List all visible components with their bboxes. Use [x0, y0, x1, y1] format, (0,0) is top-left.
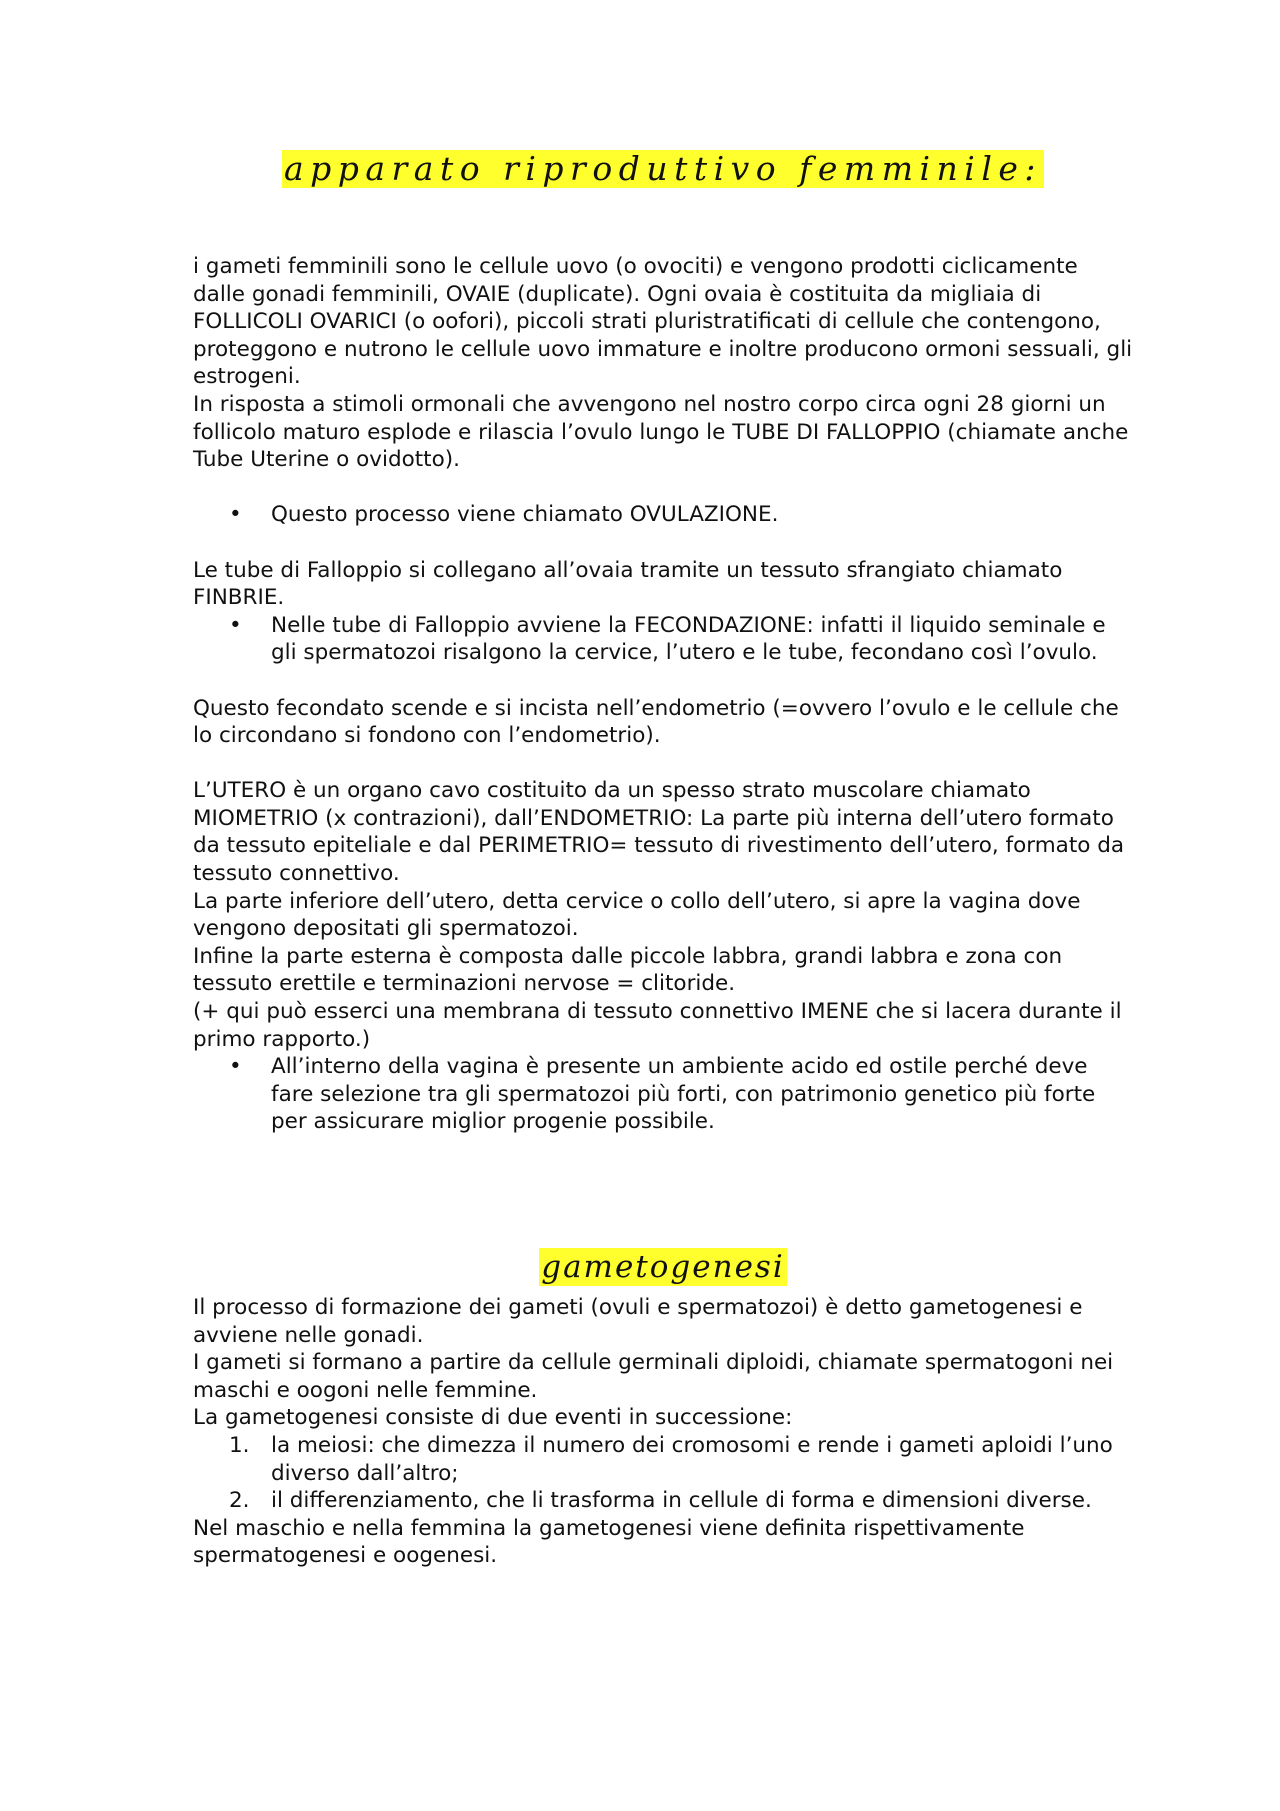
paragraph: Nel maschio e nella femmina la gametogenesi viene definita rispettivamente spermatogenesi e oogenesi.	[193, 1515, 1025, 1569]
list-number: 2.	[229, 1488, 250, 1514]
bullet-list	[193, 612, 1133, 667]
list-item-text: il differenziamento, che li trasforma in cellule di forma e dimensioni diverse.	[271, 1488, 1092, 1514]
list-item: • Questo processo viene chiamato OVULAZIONE.	[193, 501, 1133, 529]
list-item	[193, 1487, 1133, 1515]
list-number: 1.	[229, 1432, 250, 1458]
paragraph: I gameti si formano a partire da cellule germinali diploidi, chiamate spermatogoni nei maschi e oogoni nelle femmine.	[193, 1350, 1114, 1403]
paragraph: (+ qui può esserci una membrana di tessuto connettivo IMENE che si lacera durante il primo rapporto.)	[193, 999, 1122, 1052]
list-item: • All’interno della vagina è presente un ambiente acido ed ostile perché deve fare selezione tra gli spermatozoi più forti, con patrimonio genetico più forte per assicurare miglior progenie possibile.	[193, 1053, 1133, 1136]
document-page	[193, 150, 1133, 1570]
paragraph: Questo fecondato scende e si incista nell’endometrio (=ovvero l’ovulo e le cellule che lo circondano si fondono con l’endometrio).	[193, 695, 1119, 749]
paragraph: Il processo di formazione dei gameti (ovuli e spermatozoi) è detto gametogenesi e avviene nelle gonadi.	[193, 1295, 1083, 1348]
list-item: • Nelle tube di Falloppio avviene la FECONDAZIONE: infatti il liquido seminale e gli spermatozoi risalgono la cervice, l’utero e le tube, fecondano così l’ovulo.	[193, 612, 1133, 667]
list-item	[193, 1432, 1133, 1487]
numbered-list	[193, 1432, 1133, 1515]
section-heading	[193, 150, 1133, 188]
paragraph: Infine la parte esterna è composta dalle piccole labbra, grandi labbra e zona con tessuto erettile e terminazioni nervose = clitoride.	[193, 943, 1063, 997]
paragraph: La parte inferiore dell’utero, detta cervice o collo dell’utero, si apre la vagina dove vengono depositati gli spermatozoi.	[193, 888, 1081, 942]
section-heading	[193, 1248, 1133, 1286]
paragraph: L’UTERO è un organo cavo costituito da un spesso strato muscolare chiamato MIOMETRIO (x contrazioni), dall’ENDOMETRIO: La parte più interna dell’utero formato da tessuto epiteliale e dal PERIMETRIO= tessuto di rivestimento dell’utero, formato da tessuto connettivo.	[193, 778, 1125, 887]
paragraph: i gameti femminili sono le cellule uovo (o ovociti) e vengono prodotti ciclicamente dalle gonadi femminili, OVAIE (duplicate). Ogni ovaia è costituita da migliaia di FOLLICOLI OVARICI (o oofori), piccoli strati pluristratificati di cellule che contengono, proteggono e nutrono le cellule uovo immature e inoltre producono ormoni sessuali, gli estrogeni.	[193, 254, 1133, 390]
bullet-list	[193, 1053, 1133, 1136]
paragraph: Le tube di Falloppio si collegano all’ovaia tramite un tessuto sfrangiato chiamato FINBRIE.	[193, 557, 1063, 611]
bullet-list	[193, 501, 1133, 529]
paragraph: La gametogenesi consiste di due eventi in successione:	[193, 1405, 793, 1431]
section-title-apparato: apparato riproduttivo femminile:	[283, 149, 1043, 188]
paragraph: In risposta a stimoli ormonali che avvengono nel nostro corpo circa ogni 28 giorni un follicolo maturo esplode e rilascia l’ovulo lungo le TUBE DI FALLOPPIO (chiamate anche Tube Uterine o ovidotto).	[193, 391, 1129, 473]
section-title-gametogenesi: gametogenesi	[541, 1249, 785, 1285]
list-item-text: la meiosi: che dimezza il numero dei cromosomi e rende i gameti aploidi l’uno diverso dall’altro;	[271, 1432, 1113, 1486]
